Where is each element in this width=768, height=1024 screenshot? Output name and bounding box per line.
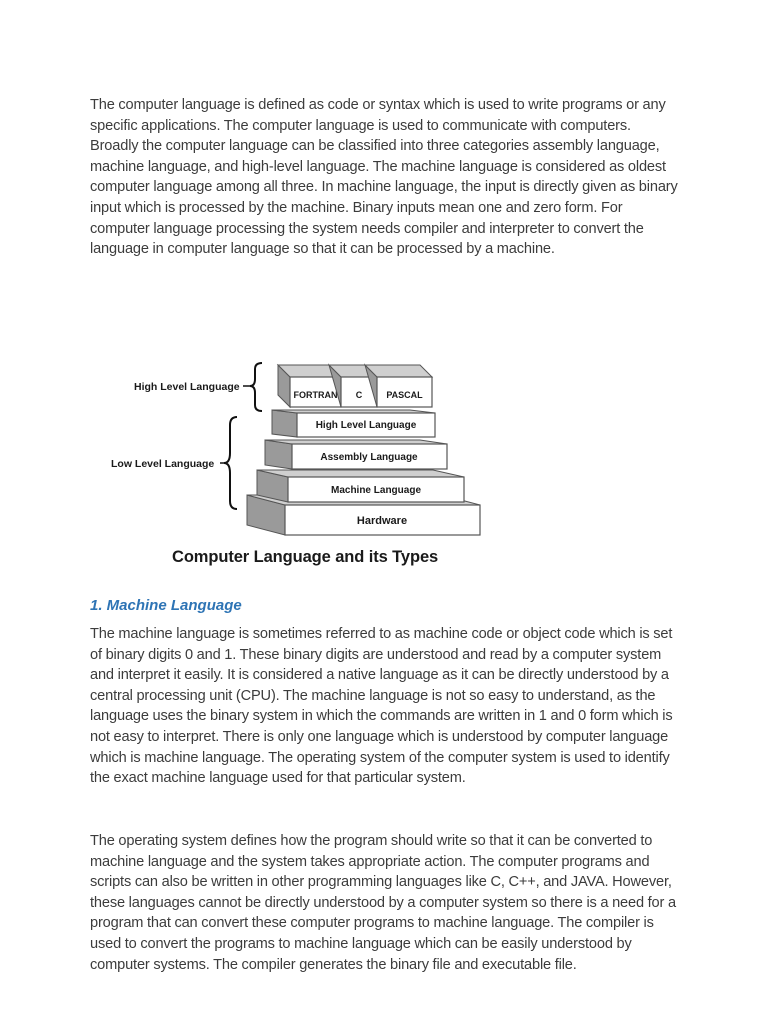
layer-label-hardware: Hardware (356, 515, 408, 527)
machine-language-paragraph-1: The machine language is sometimes referred to as machine code or object code which is set of binary digits 0 and 1. These binary digits are understood and read by a computer system and interpret it easily. It is considered a native language as it can be directly understood by a central processing unit (CPU). The machine language is not so easy to understand, as the language uses the binary system in which the commands are written in 1 and 0 form which is not easy to interpret. There is only one language which is understood by computer language which is machine language. The operating system of the computer system is used to identify the exact machine language used for that particular system. (90, 626, 673, 787)
section-heading-machine-language: 1. Machine Language (90, 597, 242, 614)
high-level-side-label: High Level Language (134, 381, 240, 393)
low-level-side-label: Low Level Language (111, 458, 215, 470)
intro-paragraph: The computer language is defined as code or syntax which is used to write programs or any specific applications. The computer language is used to communicate with computers. Broadly the computer language can be classified into three categories assembly language, machine language, and high-level language. The machine language is considered as oldest computer language among all three. In machine language, the input is directly given as binary input which is processed by the machine. Binary inputs mean one and zero form. For computer language processing the system needs compiler and interpreter to convert the language in computer language so that it can be processed by a machine. (90, 97, 678, 258)
machine-language-paragraph-2: The operating system defines how the program should write so that it can be converted to machine language and the system takes appropriate action. The computer programs and scripts can also be written in other programming languages like C, C++, and JAVA. However, these languages cannot be directly understood by a computer system so there is a need for a program that can convert these computer programs to machine language. The compiler is used to convert the programs to machine language which can be easily understood by computer systems. The compiler generates the binary file and executable file. (90, 833, 676, 973)
block-label-fortran: FORTRAN (293, 390, 338, 400)
computer-language-diagram (100, 355, 500, 545)
layer-machine-language (257, 470, 464, 502)
block-label-c: C (355, 390, 363, 400)
block-pascal (365, 365, 432, 407)
layer-label-high-level: High Level Language (315, 420, 417, 431)
layer-label-machine: Machine Language (330, 485, 422, 496)
diagram-caption: Computer Language and its Types (172, 548, 439, 566)
high-level-brace (250, 363, 262, 411)
layer-assembly-language (265, 440, 447, 469)
low-level-brace (224, 417, 237, 509)
block-label-pascal: PASCAL (386, 390, 423, 400)
layer-high-level-language (272, 410, 435, 437)
layer-label-assembly: Assembly Language (320, 452, 418, 463)
